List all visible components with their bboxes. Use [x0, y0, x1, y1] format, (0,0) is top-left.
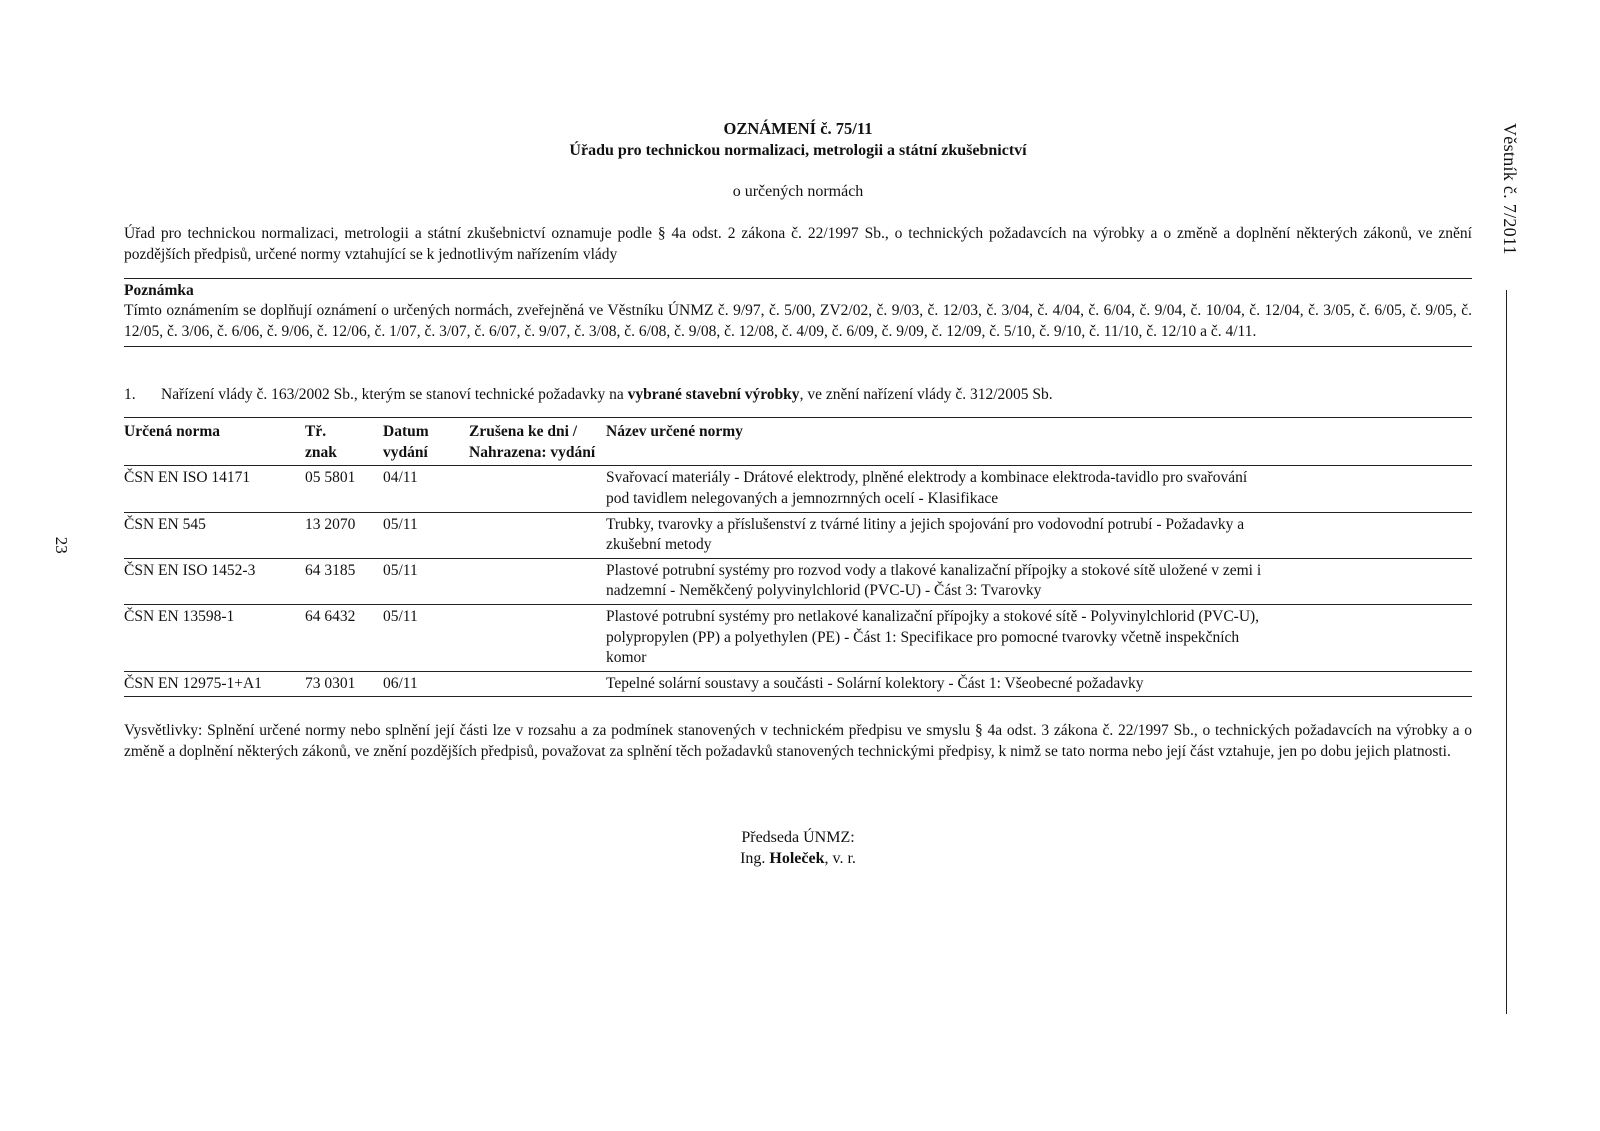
cell-norma: ČSN EN 12975-1+A1: [124, 674, 262, 692]
cell-zrusena: [469, 558, 606, 604]
note-heading: Poznámka: [124, 281, 194, 299]
header-norma: Určená norma: [124, 423, 220, 441]
note-box: [124, 278, 1472, 347]
cell-nazev: Plastové potrubní systémy pro rozvod vody a tlakové kanalizační přípojky a stokové sítě uložené v zemi i nadzemní - Neměkčený polyvinylchlorid (PVC-U) - Část 3: Tvarovky: [606, 561, 1262, 600]
section-heading: [124, 385, 1472, 406]
signature-suffix: , v. r.: [824, 849, 856, 867]
table-row: [124, 466, 1472, 512]
cell-datum: 04/11: [383, 469, 418, 487]
cell-nazev: Plastové potrubní systémy pro netlakové kanalizační přípojky a stokové sítě - Polyvinylchlorid (PVC-U), polypropylen (PP) a polyethylen (PE) - Část 1: Specifikace pro pomocné tvarovky včetně inspekčních komor: [606, 608, 1260, 667]
section-text-after: , ve znění nařízení vlády č. 312/2005 Sb.: [799, 385, 1053, 403]
cell-norma: ČSN EN ISO 14171: [124, 469, 251, 487]
cell-zrusena: [469, 466, 606, 512]
header-nazev: Název určené normy: [606, 423, 743, 441]
signature-name-line: [124, 848, 1472, 869]
table-row: [124, 558, 1472, 604]
document-body: [124, 118, 1472, 869]
cell-datum: 05/11: [383, 608, 418, 625]
side-rule: [1506, 290, 1507, 1014]
cell-znak: 05 5801: [305, 469, 356, 487]
note-text: Tímto oznámením se doplňují oznámení o určených normách, zveřejněná ve Věstníku ÚNMZ č. 9/97, č. 5/00, ZV2/02, č. 9/03, č. 12/03, č. 3/04, č. 4/04, č. 6/04, č. 9/04, č. 10/04, č. 12/04, č. 3/05, č. 6/05, č. 9/05, č. 12/05, č. 3/06, č. 6/06, č. 9/06, č. 12/06, č. 1/07, č. 3/07, č. 6/07, č. 9/07, č. 3/08, č. 6/08, č. 9/08, č. 12/08, č. 4/09, č. 6/09, č. 9/09, č. 12/09, č. 5/10, č. 9/10, č. 11/10, č. 12/10 a č. 4/11.: [124, 302, 1472, 340]
header-datum: Datum vydání: [383, 423, 429, 461]
document-title: OZNÁMENÍ č. 75/11: [723, 119, 873, 138]
cell-nazev: Svařovací materiály - Drátové elektrody, plněné elektrody a kombinace elektroda-tavidlo pro svařování pod tavidlem nelegovaných a jemnozrnných ocelí - Klasifikace: [606, 469, 1248, 507]
table-row: [124, 671, 1472, 697]
page-number: 23: [51, 536, 71, 554]
document-topic: o určených normách: [732, 183, 864, 201]
running-header: Věstník č. 7/2011: [1499, 123, 1520, 255]
cell-zrusena: [469, 671, 606, 697]
cell-datum: 06/11: [383, 674, 418, 692]
signature-name: Holeček: [769, 849, 825, 867]
cell-datum: 05/11: [383, 515, 418, 533]
table-row: [124, 605, 1472, 672]
cell-znak: 13 2070: [305, 515, 356, 533]
signature-prefix: Ing.: [740, 849, 770, 867]
norms-table: [124, 417, 1472, 697]
cell-znak: 64 3185: [305, 561, 356, 579]
cell-znak: 64 6432: [305, 608, 356, 625]
cell-zrusena: [469, 605, 606, 672]
signature-role: Předseda ÚNMZ:: [741, 828, 855, 846]
cell-znak: 73 0301: [305, 674, 356, 692]
cell-datum: 05/11: [383, 561, 418, 579]
table-row: [124, 512, 1472, 558]
document-subtitle: Úřadu pro technickou normalizaci, metrologii a státní zkušebnictví: [569, 141, 1027, 159]
cell-zrusena: [469, 512, 606, 558]
explanation-paragraph: Vysvětlivky: Splnění určené normy nebo splnění její části lze v rozsahu a za podmínek stanovených v technickém předpisu ve smyslu § 4a odst. 3 zákona č. 22/1997 Sb., o technických požadavcích na výrobky a o změně a doplnění některých zákonů, ve znění pozdějších předpisů, považovat za splnění těch požadavků stanovených technickými předpisy, k nimž se tato norma nebo její část vztahuje, jen po dobu jejich platnosti.: [124, 722, 1472, 761]
signature-block: [124, 827, 1472, 870]
section-text: [161, 385, 1053, 406]
section-text-bold: vybrané stavební výrobky: [627, 385, 800, 403]
cell-norma: ČSN EN 545: [124, 515, 206, 533]
cell-norma: ČSN EN ISO 1452-3: [124, 561, 256, 579]
cell-nazev: Tepelné solární soustavy a součásti - Solární kolektory - Část 1: Všeobecné požadavky: [606, 674, 1144, 692]
table-header-row: [124, 418, 1472, 466]
header-zrusena: Zrušena ke dni / Nahrazena: vydání: [469, 423, 596, 461]
section-text-before: Nařízení vlády č. 163/2002 Sb., kterým se stanoví technické požadavky na: [161, 385, 628, 403]
cell-nazev: Trubky, tvarovky a příslušenství z tvárné litiny a jejich spojování pro vodovodní potrubí - Požadavky a zkušební metody: [606, 515, 1245, 554]
header-znak: Tř. znak: [305, 423, 337, 461]
intro-paragraph: Úřad pro technickou normalizaci, metrologii a státní zkušebnictví oznamuje podle § 4a odst. 2 zákona č. 22/1997 Sb., o technických požadavcích na výrobky a o změně a doplnění některých zákonů, ve znění pozdějších předpisů, určené normy vztahující se k jednotlivým nařízením vlády: [124, 225, 1472, 264]
section-number: 1.: [124, 385, 136, 403]
cell-norma: ČSN EN 13598-1: [124, 608, 235, 625]
